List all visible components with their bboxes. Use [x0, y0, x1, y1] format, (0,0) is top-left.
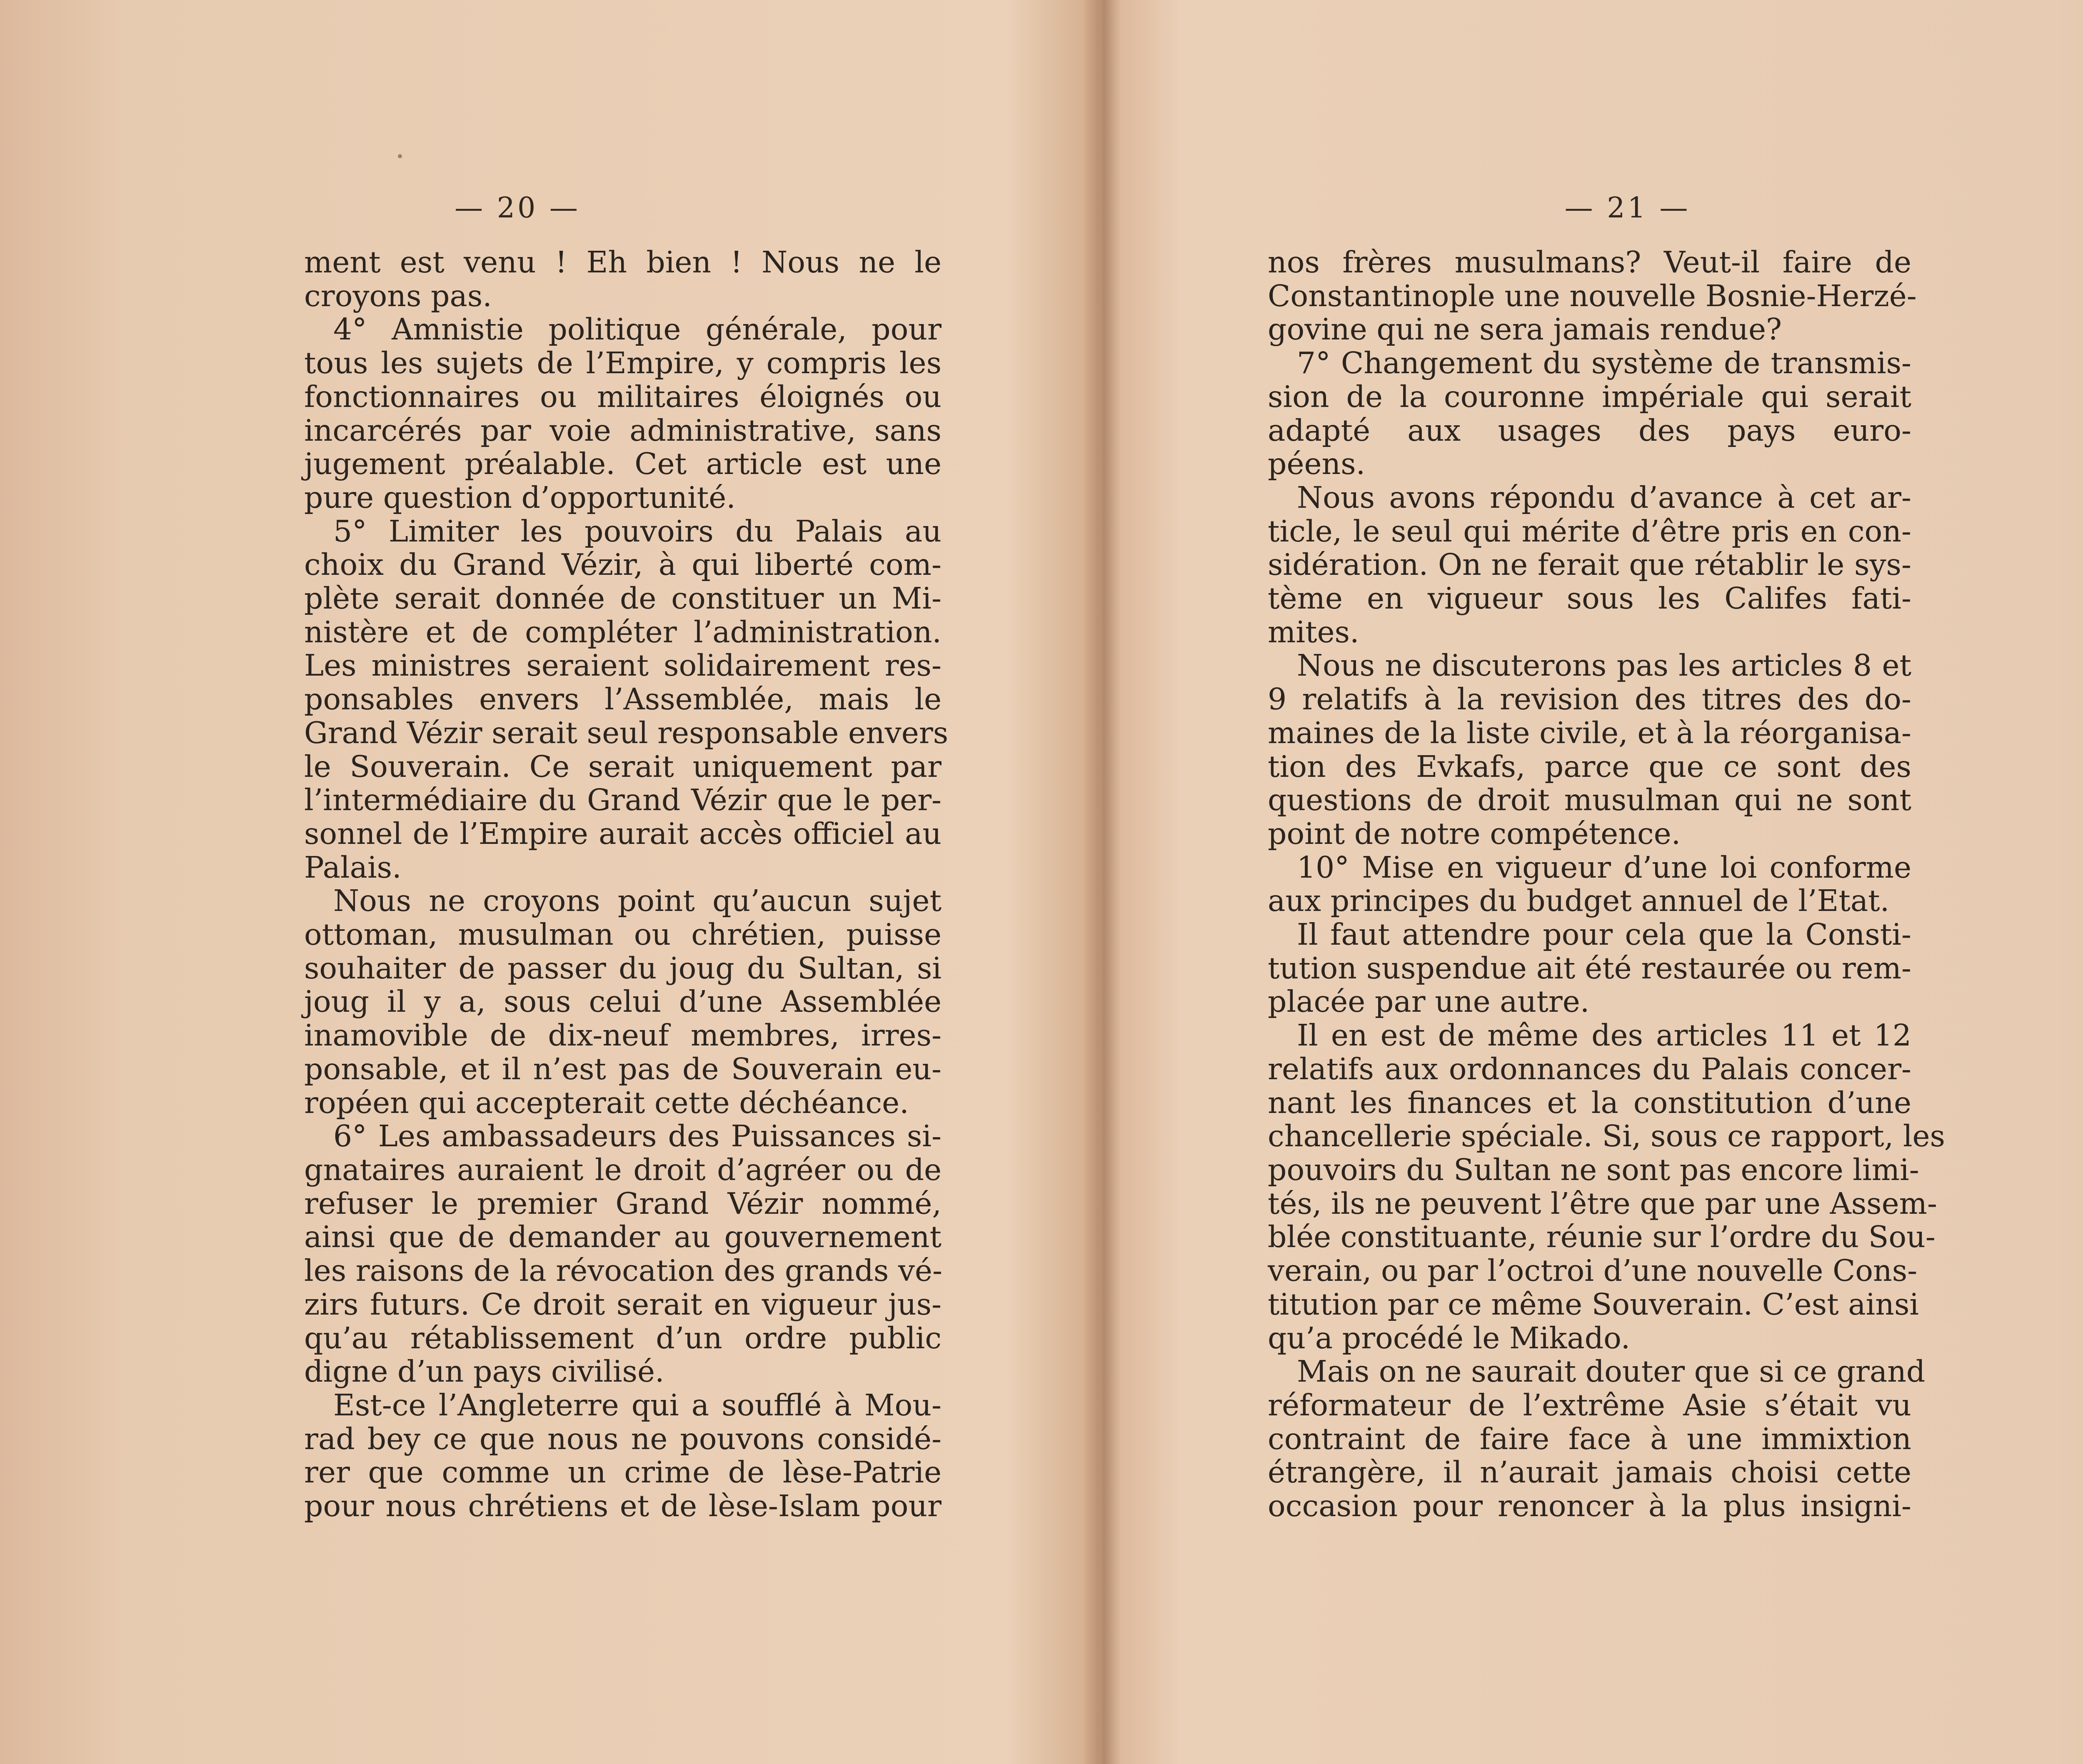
text-line: point de notre compétence. [1268, 816, 1681, 851]
text-line: choix du Grand Vézir, à qui liberté com- [304, 547, 942, 582]
text-line: inamovible de dix-neuf membres, irres- [304, 1018, 942, 1053]
text-line: 5° Limiter les pouvoirs du Palais au [333, 514, 942, 549]
text-line: blée constituante, réunie sur l’ordre du Sou- [1268, 1220, 1936, 1255]
text-line: titution par ce même Souverain. C’est ainsi [1268, 1287, 1919, 1322]
text-line: adapté aux usages des pays euro- [1268, 413, 1911, 448]
text-line: péens. [1268, 447, 1366, 482]
left-page-text [304, 245, 949, 1524]
text-line: nistère et de compléter l’administration. [304, 614, 942, 649]
text-line: pouvoirs du Sultan ne sont pas encore limi- [1268, 1152, 1919, 1187]
text-line: Nous ne croyons point qu’aucun sujet [333, 883, 942, 918]
paper-speck [398, 154, 402, 158]
text-line: tous les sujets de l’Empire, y compris les [304, 346, 942, 381]
text-line: jugement préalable. Cet article est une [304, 447, 942, 482]
text-line: étrangère, il n’aurait jamais choisi cette [1268, 1455, 1911, 1490]
text-line: rad bey ce que nous ne pouvons considé- [304, 1421, 942, 1456]
text-line: Il faut attendre pour cela que la Consti- [1297, 917, 1911, 952]
text-line: ainsi que de demander au gouvernement [304, 1220, 942, 1255]
text-line: souhaiter de passer du joug du Sultan, si [304, 951, 942, 986]
text-line: Les ministres seraient solidairement res- [304, 648, 942, 683]
text-line: questions de droit musulman qui ne sont [1268, 783, 1911, 818]
text-line: croyons pas. [304, 278, 492, 313]
text-line: pure question d’opportunité. [304, 480, 736, 515]
text-line: aux principes du budget annuel de l’Etat. [1268, 883, 1890, 918]
text-line: digne d’un pays civilisé. [304, 1354, 664, 1389]
text-line: ticle, le seul qui mérite d’être pris en con- [1268, 514, 1911, 549]
text-line: gnataires auraient le droit d’agréer ou de [304, 1152, 942, 1187]
text-line: Est-ce l’Angleterre qui a soufflé à Mou- [333, 1387, 942, 1422]
text-line: sion de la couronne impériale qui serait [1268, 379, 1911, 414]
text-line: sonnel de l’Empire aurait accès officiel au [304, 816, 942, 851]
text-line: ment est venu ! Eh bien ! Nous ne le [304, 245, 942, 279]
text-line: le Souverain. Ce serait uniquement par [304, 749, 942, 784]
text-line: les raisons de la révocation des grands vé- [304, 1253, 942, 1288]
text-line: Nous avons répondu d’avance à cet ar- [1297, 480, 1911, 515]
text-line: l’intermédiaire du Grand Vézir que le per- [304, 783, 942, 818]
text-line: 6° Les ambassadeurs des Puissances si- [333, 1119, 942, 1154]
text-line: joug il y a, sous celui d’une Assemblée [304, 984, 942, 1019]
text-line: ponsable, et il n’est pas de Souverain eu- [304, 1051, 942, 1086]
text-line: incarcérés par voie administrative, sans [304, 413, 942, 448]
text-line: 10° Mise en vigueur d’une loi conforme [1297, 850, 1911, 885]
text-line: Il en est de même des articles 11 et 12 [1297, 1018, 1911, 1053]
text-line: chancellerie spéciale. Si, sous ce rapport, les [1268, 1119, 1945, 1154]
text-line: nos frères musulmans? Veut-il faire de [1268, 245, 1911, 279]
right-page-text [1268, 245, 1945, 1524]
text-line: placée par une autre. [1268, 984, 1590, 1019]
text-line: Mais on ne saurait douter que si ce grand [1297, 1354, 1926, 1389]
right-page-number: — 21 — [1564, 192, 1691, 225]
text-line: zirs futurs. Ce droit serait en vigueur jus- [304, 1287, 942, 1322]
text-line: 4° Amnistie politique générale, pour [333, 312, 942, 347]
text-line: Grand Vézir serait seul responsable envers [304, 715, 949, 750]
text-line: plète serait donnée de constituer un Mi- [304, 581, 942, 616]
text-line: ponsables envers l’Assemblée, mais le [304, 682, 942, 717]
text-line: Nous ne discuterons pas les articles 8 et [1297, 648, 1911, 683]
text-line: 9 relatifs à la revision des titres des do- [1268, 682, 1911, 717]
text-line: fonctionnaires ou militaires éloignés ou [304, 379, 942, 414]
text-line: réformateur de l’extrême Asie s’était vu [1268, 1387, 1911, 1422]
text-line: relatifs aux ordonnances du Palais concer- [1268, 1051, 1911, 1086]
text-line: Palais. [304, 850, 402, 885]
text-line: qu’au rétablissement d’un ordre public [304, 1320, 942, 1355]
text-line: nant les finances et la constitution d’une [1268, 1085, 1911, 1120]
left-page-number: — 20 — [455, 192, 580, 225]
text-line: qu’a procédé le Mikado. [1268, 1320, 1631, 1355]
text-line: ropéen qui accepterait cette déchéance. [304, 1085, 909, 1120]
text-line: maines de la liste civile, et à la réorganisa- [1268, 715, 1911, 750]
text-line: Constantinople une nouvelle Bosnie-Herzé- [1268, 278, 1917, 313]
text-line: occasion pour renoncer à la plus insigni- [1268, 1489, 1911, 1524]
text-line: verain, ou par l’octroi d’une nouvelle Cons- [1268, 1253, 1918, 1288]
text-line: tème en vigueur sous les Califes fati- [1268, 581, 1911, 616]
text-line: pour nous chrétiens et de lèse-Islam pour [304, 1489, 942, 1524]
text-line: tés, ils ne peuvent l’être que par une Assem- [1268, 1186, 1937, 1221]
text-line: tion des Evkafs, parce que ce sont des [1268, 749, 1911, 784]
text-line: ottoman, musulman ou chrétien, puisse [304, 917, 942, 952]
text-line: refuser le premier Grand Vézir nommé, [304, 1186, 942, 1221]
text-line: tution suspendue ait été restaurée ou rem- [1268, 951, 1911, 986]
text-line: 7° Changement du système de transmis- [1297, 346, 1911, 381]
text-line: mites. [1268, 614, 1359, 649]
right-page [1093, 0, 2083, 1764]
text-line: contraint de faire face à une immixtion [1268, 1421, 1911, 1456]
text-line: rer que comme un crime de lèse-Patrie [304, 1455, 942, 1490]
text-line: govine qui ne sera jamais rendue? [1268, 312, 1782, 347]
text-line: sidération. On ne ferait que rétablir le sys- [1268, 547, 1911, 582]
